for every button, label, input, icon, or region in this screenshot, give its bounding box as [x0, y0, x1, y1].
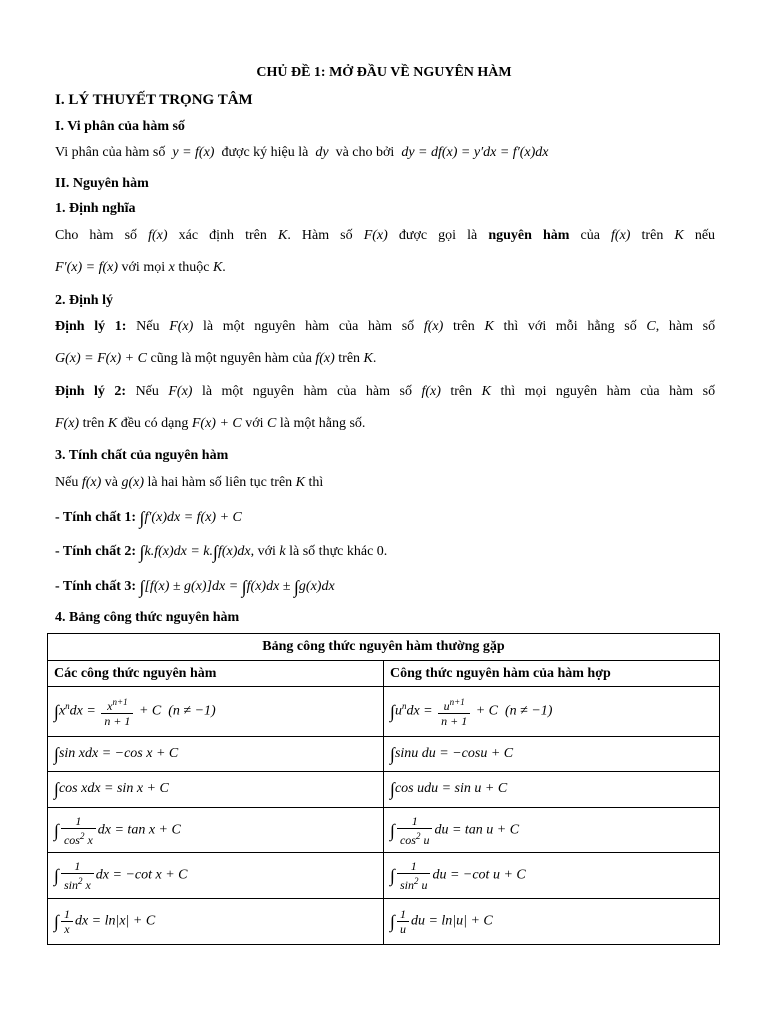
table-row	[48, 772, 720, 808]
formula-sec2-basic: ∫ $\frac{1}{\cos^2 x}$ dx = tan x + C	[48, 808, 384, 853]
table-caption: Bảng công thức nguyên hàm thường gặp	[48, 634, 720, 661]
column-header-basic: Các công thức nguyên hàm	[48, 661, 384, 687]
table-row	[48, 808, 720, 853]
property-2: - Tính chất 2: ∫k.f(x)dx = k.∫f(x)dx, với k là số thực khác 0.	[55, 542, 388, 562]
formula-power-basic: $\int x^ndx$ = $\frac{x^{n+1}}{n + 1}$ + C (n ≠ −1)	[48, 687, 384, 737]
formula-power-composite: $\int u^ndx$ = $\frac{u^{n+1}}{n + 1}$ + C (n ≠ −1)	[384, 687, 720, 737]
section-definition-heading: 1. Định nghĩa	[55, 201, 136, 216]
formula-sin-basic: ∫sin xdx = −cos x + C	[48, 737, 384, 772]
section-theorems-heading: 2. Định lý	[55, 293, 113, 308]
formula-sin-composite: ∫sinu du = −cosu + C	[384, 737, 720, 772]
page-title: CHỦ ĐỀ 1: MỞ ĐẦU VỀ NGUYÊN HÀM	[256, 65, 512, 80]
theorem1-line1: Định lý 1: Nếu F(x) là một nguyên hàm của hàm số f(x) trên K thì với mỗi hằng số C, hàm số	[55, 319, 716, 334]
section-table-heading: 4. Bảng công thức nguyên hàm	[55, 610, 240, 625]
section-differential-heading: I. Vi phân của hàm số	[55, 119, 185, 134]
section-antiderivative-heading: II. Nguyên hàm	[55, 176, 149, 191]
formula-cos-composite: ∫cos udu = sin u + C	[384, 772, 720, 808]
property-3: - Tính chất 3: ∫[f(x) ± g(x)]dx = ∫f(x)dx ± ∫g(x)dx	[55, 577, 335, 597]
formula-cos-basic: ∫cos xdx = sin x + C	[48, 772, 384, 808]
formula-csc2-basic: ∫ $\frac{1}{\sin^2 x}$ dx = −cot x + C	[48, 853, 384, 899]
table-row	[48, 853, 720, 899]
column-header-composite: Công thức nguyên hàm của hàm hợp	[384, 661, 720, 687]
section-properties-heading: 3. Tính chất của nguyên hàm	[55, 448, 229, 463]
section-theory-heading: I. LÝ THUYẾT TRỌNG TÂM	[55, 92, 253, 108]
theorem2-line1: Định lý 2: Nếu F(x) là một nguyên hàm của hàm số f(x) trên K thì mọi nguyên hàm của hàm số	[55, 384, 716, 399]
table-row	[48, 687, 720, 737]
formula-reciprocal-composite: ∫ $\frac{1}{u}$ du = ln|u| + C	[384, 899, 720, 945]
formula-csc2-composite: ∫ $\frac{1}{\sin^2 u}$ du = −cot u + C	[384, 853, 720, 899]
theorem2-line2: F(x) trên K đều có dạng F(x) + C với C là một hằng số.	[55, 416, 366, 431]
table-row	[48, 737, 720, 772]
formula-sec2-composite: ∫ $\frac{1}{\cos^2 u}$ du = tan u + C	[384, 808, 720, 853]
antiderivative-formula-table	[47, 633, 720, 945]
theorem1-line2: G(x) = F(x) + C cũng là một nguyên hàm của f(x) trên K.	[55, 351, 377, 366]
table-row	[48, 899, 720, 945]
formula-reciprocal-basic: ∫ $\frac{1}{x}$ dx = ln|x| + C	[48, 899, 384, 945]
differential-paragraph: Vi phân của hàm số y = f(x) được ký hiệu là dy và cho bởi dy = df(x) = y′dx = f′(x)dx	[55, 145, 549, 160]
definition-paragraph-line1: Cho hàm số f(x) xác định trên K. Hàm số F(x) được gọi là nguyên hàm của f(x) trên K nếu	[55, 228, 716, 243]
property-1: - Tính chất 1: ∫f′(x)dx = f(x) + C	[55, 508, 242, 528]
definition-paragraph-line2: F′(x) = f(x) với mọi x thuộc K.	[55, 260, 226, 275]
properties-intro: Nếu f(x) và g(x) là hai hàm số liên tục trên K thì	[55, 475, 324, 490]
